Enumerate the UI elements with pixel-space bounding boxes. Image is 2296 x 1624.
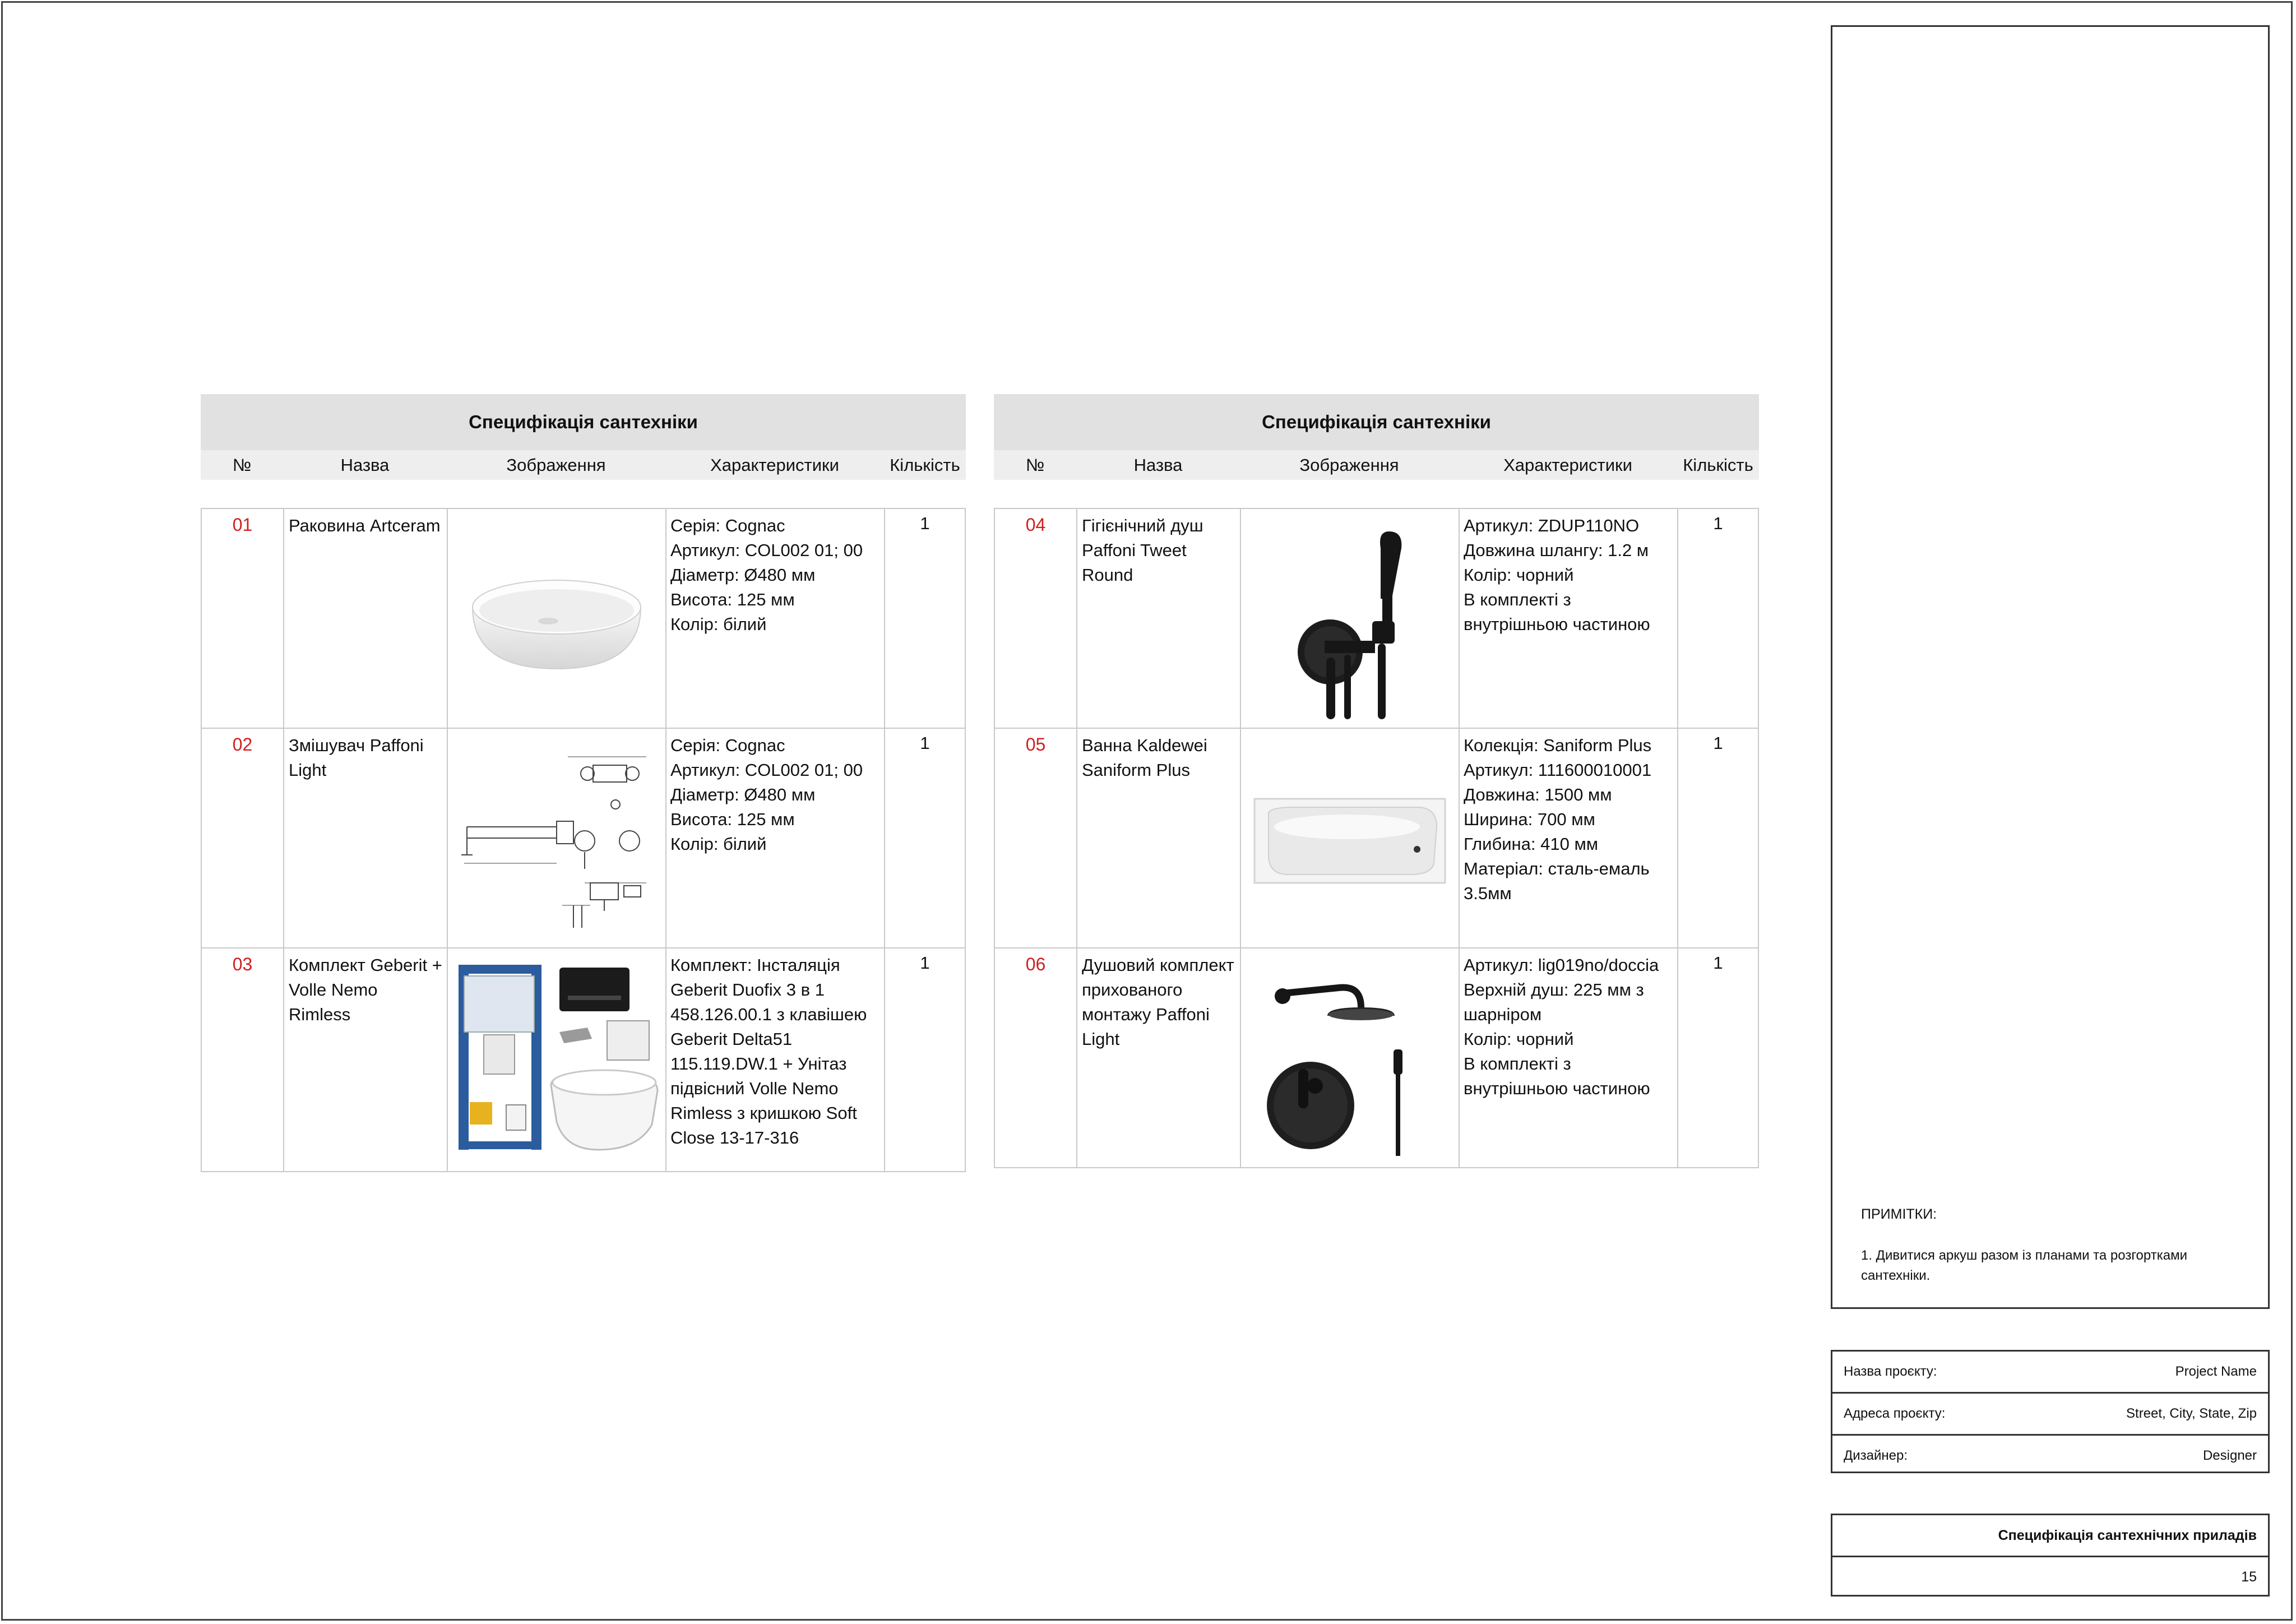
notes-panel bbox=[1831, 25, 2270, 1309]
table-body bbox=[994, 508, 1759, 1168]
project-name-row bbox=[1832, 1352, 2268, 1394]
spec-line: Колекція: Saniform Plus bbox=[1464, 735, 1652, 755]
mixer-drawing-icon bbox=[456, 743, 658, 933]
header-image: Зображення bbox=[506, 455, 606, 475]
header-number: № bbox=[1025, 455, 1045, 475]
table-header bbox=[994, 450, 1759, 480]
item-quantity: 1 bbox=[884, 949, 966, 1171]
item-specs bbox=[1459, 509, 1677, 728]
designer-label: Дизайнер: bbox=[1844, 1448, 1908, 1463]
sheet-title: Специфікація сантехнічних приладів bbox=[1832, 1515, 2268, 1557]
header-name: Назва bbox=[340, 455, 390, 475]
spec-line: Ширина: 700 мм bbox=[1464, 809, 1595, 829]
table-title: Специфікація сантехніки bbox=[201, 394, 966, 450]
shower-set-image bbox=[1240, 949, 1459, 1167]
header-number: № bbox=[232, 455, 252, 475]
spec-table-right bbox=[994, 394, 1759, 1168]
item-specs bbox=[665, 729, 884, 947]
project-name-label: Назва проєкту: bbox=[1844, 1364, 1937, 1379]
project-address-row bbox=[1832, 1394, 2268, 1436]
spec-line: В комплекті з внутрішньою частиною bbox=[1464, 1054, 1650, 1098]
washbasin-image bbox=[447, 509, 665, 728]
item-number: 03 bbox=[201, 949, 283, 1171]
bathtub-image bbox=[1240, 729, 1459, 947]
table-row bbox=[994, 949, 1759, 1168]
spec-line: Артикул: ZDUP110NO bbox=[1464, 516, 1640, 535]
item-specs bbox=[1459, 729, 1677, 947]
item-quantity: 1 bbox=[1677, 949, 1759, 1167]
table-title: Специфікація сантехніки bbox=[994, 394, 1759, 450]
header-quantity: Кількість bbox=[1683, 455, 1753, 475]
spec-line: Серія: Cognac bbox=[670, 735, 785, 755]
project-address-label: Адреса проєкту: bbox=[1844, 1406, 1946, 1421]
item-quantity: 1 bbox=[884, 509, 966, 728]
table-row bbox=[201, 729, 966, 949]
header-image: Зображення bbox=[1299, 455, 1399, 475]
item-quantity: 1 bbox=[884, 729, 966, 947]
spec-table-left bbox=[201, 394, 966, 1172]
item-specs bbox=[1459, 949, 1677, 1167]
item-name: Ванна Kaldewei Saniform Plus bbox=[1076, 729, 1240, 947]
item-number: 05 bbox=[994, 729, 1076, 947]
notes-text: 1. Дивитися аркуш разом із планами та розгортками сантехніки. bbox=[1861, 1248, 2187, 1283]
hygienic-shower-image bbox=[1240, 509, 1459, 728]
spec-line: Колір: білий bbox=[670, 614, 767, 634]
item-specs: Комплект: Інсталяція Geberit Duofix 3 в 1 458.126.00.1 з клавішею Geberit Delta51 115.119.DW.1 + Унітаз підвісний Volle Nemo Rimless з кришкою Soft Close 13-17-316 bbox=[665, 949, 884, 1171]
designer-value: Designer bbox=[2202, 1448, 2257, 1463]
item-specs bbox=[665, 509, 884, 728]
hygienic-shower-icon bbox=[1277, 515, 1423, 722]
header-specs: Характеристики bbox=[710, 455, 839, 475]
toilet-set-image bbox=[447, 949, 665, 1171]
spec-line: Колір: білий bbox=[670, 834, 767, 854]
item-quantity: 1 bbox=[1677, 509, 1759, 728]
spec-line: Діаметр: Ø480 мм bbox=[670, 565, 816, 585]
spec-line: Серія: Cognac bbox=[670, 516, 785, 535]
project-info-box bbox=[1831, 1350, 2270, 1473]
spec-line: Артикул: lig019no/doccia bbox=[1464, 955, 1659, 975]
spec-line: Висота: 125 мм bbox=[670, 590, 795, 609]
table-row bbox=[994, 509, 1759, 729]
spec-line: Артикул: COL002 01; 00 bbox=[670, 540, 863, 560]
spec-line: Колір: чорний bbox=[1464, 565, 1574, 585]
toilet-set-icon bbox=[453, 956, 660, 1164]
table-row bbox=[201, 949, 966, 1172]
spec-line: В комплекті з внутрішньою частиною bbox=[1464, 590, 1650, 634]
spec-line: Артикул: COL002 01; 00 bbox=[670, 760, 863, 780]
header-specs: Характеристики bbox=[1503, 455, 1632, 475]
spec-line: Колір: чорний bbox=[1464, 1029, 1574, 1049]
spec-line: Матеріал: сталь-емаль 3.5мм bbox=[1464, 859, 1650, 903]
spec-line: Довжина: 1500 мм bbox=[1464, 785, 1612, 804]
project-name-value: Project Name bbox=[2175, 1364, 2257, 1379]
designer-row bbox=[1832, 1436, 2268, 1476]
item-number: 06 bbox=[994, 949, 1076, 1167]
spec-line: Довжина шлангу: 1.2 м bbox=[1464, 540, 1649, 560]
table-row bbox=[201, 509, 966, 729]
spec-line: Артикул: 111600010001 bbox=[1464, 760, 1652, 780]
notes-title: ПРИМІТКИ: bbox=[1861, 1206, 1937, 1222]
item-name: Раковина Artceram bbox=[283, 509, 447, 728]
shower-set-icon bbox=[1255, 954, 1445, 1162]
mixer-drawing-image bbox=[447, 729, 665, 947]
header-name: Назва bbox=[1133, 455, 1183, 475]
item-name: Гігієнічний душ Paffoni Tweet Round bbox=[1076, 509, 1240, 728]
item-name: Змішувач Paffoni Light bbox=[283, 729, 447, 947]
item-quantity: 1 bbox=[1677, 729, 1759, 947]
item-number: 02 bbox=[201, 729, 283, 947]
washbasin-icon bbox=[464, 562, 649, 674]
spec-line: Верхній душ: 225 мм з шарніром bbox=[1464, 980, 1644, 1024]
table-row bbox=[994, 729, 1759, 949]
bathtub-icon bbox=[1249, 788, 1451, 889]
spec-line: Висота: 125 мм bbox=[670, 809, 795, 829]
spec-line: Глибина: 410 мм bbox=[1464, 834, 1599, 854]
item-name: Комплект Geberit + Volle Nemo Rimless bbox=[283, 949, 447, 1171]
page-number: 15 bbox=[2241, 1569, 2257, 1585]
spec-line: Діаметр: Ø480 мм bbox=[670, 785, 816, 804]
table-header bbox=[201, 450, 966, 480]
sheet-title-box bbox=[1831, 1514, 2270, 1597]
table-body bbox=[201, 508, 966, 1172]
item-number: 01 bbox=[201, 509, 283, 728]
project-address-value: Street, City, State, Zip bbox=[2126, 1406, 2257, 1421]
item-number: 04 bbox=[994, 509, 1076, 728]
header-quantity: Кількість bbox=[890, 455, 960, 475]
item-name: Душовий комплект прихованого монтажу Paffoni Light bbox=[1076, 949, 1240, 1167]
